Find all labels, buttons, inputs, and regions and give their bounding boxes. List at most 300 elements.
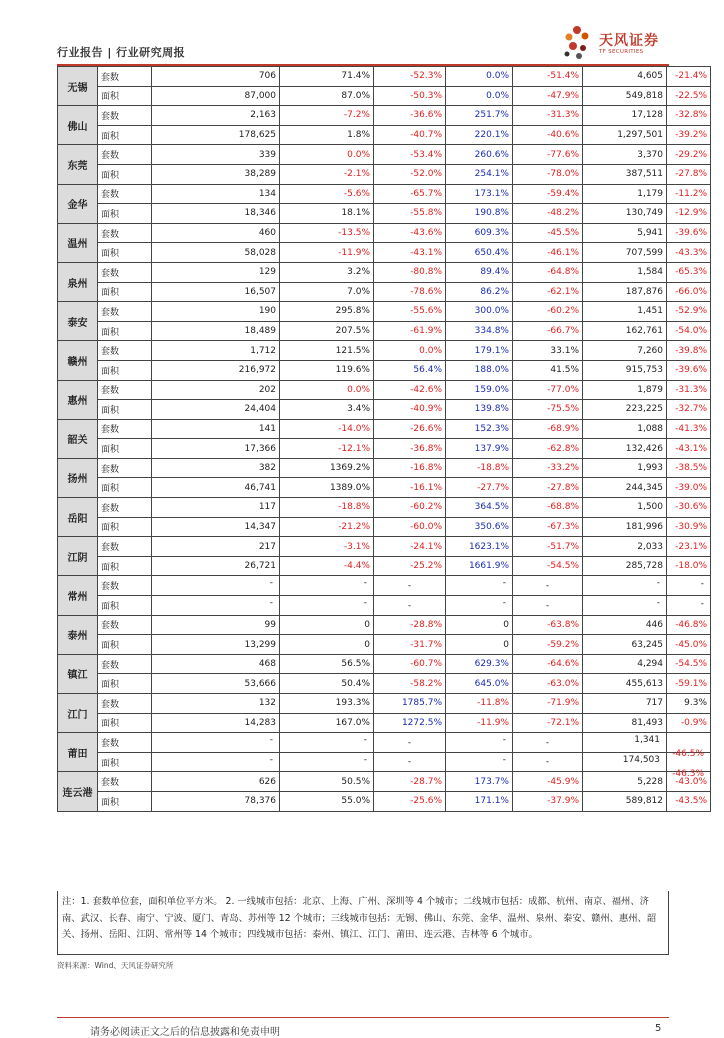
page-number: 5 (655, 1023, 662, 1034)
sets-value-cell: -64.8% (513, 262, 583, 282)
sets-value-cell: 1,712 (152, 341, 280, 361)
table-row (58, 458, 711, 478)
dash-cell (583, 596, 667, 616)
cell-text: - (545, 581, 550, 592)
area-value-cell: -0.9% (667, 713, 711, 733)
area-value-cell: 18,346 (152, 204, 280, 224)
area-label: 面积 (98, 282, 152, 302)
area-value-cell: 46,741 (152, 478, 280, 498)
sets-value-cell: 132 (152, 694, 280, 714)
area-value-cell: -62.1% (513, 282, 583, 302)
table-row (58, 243, 711, 263)
area-value-cell: -43.1% (667, 439, 711, 459)
area-value-cell: -31.7% (374, 635, 446, 655)
city-cell: 惠州 (58, 380, 98, 419)
sets-value-cell: -43.6% (374, 223, 446, 243)
sets-value-cell: 0.0% (374, 341, 446, 361)
area-value-cell: 50.4% (280, 674, 374, 694)
dash-cell (513, 576, 583, 596)
area-value-cell: 181,996 (583, 517, 667, 537)
city-cell: 常州 (58, 576, 98, 615)
area-value-cell: 139.8% (446, 400, 513, 420)
area-value-cell: -63.0% (513, 674, 583, 694)
sets-value-cell: -41.3% (667, 419, 711, 439)
dash-cell (280, 576, 374, 596)
table-row (58, 380, 711, 400)
area-value-cell: 1.8% (280, 125, 374, 145)
area-label: 面积 (98, 517, 152, 537)
table-row (58, 576, 711, 596)
sets-value-cell: 1369.2% (280, 458, 374, 478)
table-row (58, 164, 711, 184)
cell-text: - (363, 754, 367, 765)
sets-label: 套数 (98, 498, 152, 518)
sets-value-cell: -11.2% (667, 184, 711, 204)
table-row (58, 752, 711, 772)
sets-value-cell: -52.3% (374, 67, 446, 87)
report-title: 行业报告 | 行业研究周报 (57, 46, 186, 59)
area-value-cell: -27.8% (513, 478, 583, 498)
table-row (58, 596, 711, 616)
area-value-cell: 216,972 (152, 360, 280, 380)
dash-cell (280, 733, 374, 753)
sets-value-cell: 1,500 (583, 498, 667, 518)
area-value-cell: -43.3% (667, 243, 711, 263)
area-value-cell: 56.4% (374, 360, 446, 380)
cell-text: - (545, 600, 550, 611)
sets-label: 套数 (98, 184, 152, 204)
sets-value-cell: -26.6% (374, 419, 446, 439)
area-value-cell: -40.9% (374, 400, 446, 420)
sets-value-cell: 339 (152, 145, 280, 165)
area-value-cell: -47.9% (513, 86, 583, 106)
sets-label: 套数 (98, 772, 152, 792)
sets-value-cell: -23.1% (667, 537, 711, 557)
sets-value-cell: -39.8% (667, 341, 711, 361)
city-cell: 泰州 (58, 615, 98, 654)
sets-value-cell: 300.0% (446, 302, 513, 322)
table-row (58, 791, 711, 811)
cell-text: - (269, 598, 273, 609)
table-row (58, 537, 711, 557)
sets-value-cell: 2,033 (583, 537, 667, 557)
dash-cell (583, 733, 667, 753)
area-value-cell: 220.1% (446, 125, 513, 145)
sets-value-cell: 609.3% (446, 223, 513, 243)
sets-value-cell: -7.2% (280, 106, 374, 126)
area-value-cell: 650.4% (446, 243, 513, 263)
dash-cell (446, 576, 513, 596)
sets-value-cell: -54.5% (667, 654, 711, 674)
table-row (58, 478, 711, 498)
dash-cell (280, 596, 374, 616)
cell-text: - (700, 579, 704, 590)
dash-cell (513, 596, 583, 616)
area-value-cell: 190.8% (446, 204, 513, 224)
sets-value-cell: -77.6% (513, 145, 583, 165)
sets-value-cell: 99 (152, 615, 280, 635)
sets-value-cell: 56.5% (280, 654, 374, 674)
area-value-cell: -36.8% (374, 439, 446, 459)
area-value-cell: -43.1% (374, 243, 446, 263)
sets-label: 套数 (98, 380, 152, 400)
sets-value-cell: 295.8% (280, 302, 374, 322)
sets-value-cell: -38.5% (667, 458, 711, 478)
table-row (58, 419, 711, 439)
sets-value-cell: -18.8% (280, 498, 374, 518)
city-cell: 泉州 (58, 262, 98, 301)
area-label: 面积 (98, 439, 152, 459)
sets-value-cell: -43.0% (667, 772, 711, 792)
sets-value-cell: -65.3% (667, 262, 711, 282)
area-value-cell: -21.2% (280, 517, 374, 537)
table-row (58, 713, 711, 733)
dash-cell (152, 596, 280, 616)
dash-cell (667, 733, 711, 760)
area-value-cell: 915,753 (583, 360, 667, 380)
area-value-cell: -37.9% (513, 791, 583, 811)
sets-value-cell: 193.3% (280, 694, 374, 714)
area-value-cell: 7.0% (280, 282, 374, 302)
sets-value-cell: 706 (152, 67, 280, 87)
area-value-cell: 13,299 (152, 635, 280, 655)
cell-text: - (502, 735, 506, 746)
sets-value-cell: -21.4% (667, 67, 711, 87)
table-row (58, 694, 711, 714)
area-value-cell: -25.2% (374, 556, 446, 576)
sets-label: 套数 (98, 341, 152, 361)
sets-value-cell: -33.2% (513, 458, 583, 478)
area-label: 面积 (98, 674, 152, 694)
cell-text: 1,341 (634, 735, 660, 746)
sets-label: 套数 (98, 302, 152, 322)
area-value-cell: 1389.0% (280, 478, 374, 498)
sets-value-cell: -55.6% (374, 302, 446, 322)
area-value-cell: 18,489 (152, 321, 280, 341)
dash-cell (152, 752, 280, 772)
dash-cell (280, 752, 374, 772)
sets-value-cell: -46.8% (667, 615, 711, 635)
sets-value-cell: 460 (152, 223, 280, 243)
sets-value-cell: -64.6% (513, 654, 583, 674)
sets-value-cell: -39.6% (667, 223, 711, 243)
sets-value-cell: 173.1% (446, 184, 513, 204)
footer-divider (57, 1017, 669, 1018)
area-value-cell: -12.1% (280, 439, 374, 459)
area-label: 面积 (98, 752, 152, 772)
footer-disclaimer: 请务必阅读正文之后的信息披露和免责申明 (90, 1027, 280, 1038)
area-value-cell: -72.1% (513, 713, 583, 733)
area-label: 面积 (98, 596, 152, 616)
sets-value-cell: 89.4% (446, 262, 513, 282)
cell-text: -46.3% (672, 768, 704, 779)
sets-value-cell: 1,879 (583, 380, 667, 400)
area-value-cell: 137.9% (446, 439, 513, 459)
table-row (58, 282, 711, 302)
sets-value-cell: -68.8% (513, 498, 583, 518)
logo-subtext: TF SECURITIES (599, 49, 644, 55)
sets-value-cell: 1,993 (583, 458, 667, 478)
area-value-cell: 14,283 (152, 713, 280, 733)
sets-value-cell: 202 (152, 380, 280, 400)
area-value-cell: 187,876 (583, 282, 667, 302)
area-value-cell: 26,721 (152, 556, 280, 576)
area-value-cell: 387,511 (583, 164, 667, 184)
city-cell: 江阴 (58, 537, 98, 576)
area-value-cell: 86.2% (446, 282, 513, 302)
sets-value-cell: 0 (280, 615, 374, 635)
sets-value-cell: 364.5% (446, 498, 513, 518)
area-value-cell: -48.2% (513, 204, 583, 224)
sets-label: 套数 (98, 145, 152, 165)
area-label: 面积 (98, 164, 152, 184)
cell-text: - (656, 598, 660, 609)
sets-value-cell: 0.0% (280, 145, 374, 165)
area-value-cell: 0 (446, 635, 513, 655)
table-row (58, 439, 711, 459)
cell-text: - (502, 578, 506, 589)
table-row (58, 556, 711, 576)
sets-value-cell: -60.7% (374, 654, 446, 674)
dash-cell (152, 576, 280, 596)
area-value-cell: -78.0% (513, 164, 583, 184)
area-value-cell: 350.6% (446, 517, 513, 537)
sets-value-cell: -80.8% (374, 262, 446, 282)
sets-value-cell: 260.6% (446, 145, 513, 165)
sets-value-cell: 217 (152, 537, 280, 557)
area-value-cell: -54.0% (667, 321, 711, 341)
area-value-cell: -50.3% (374, 86, 446, 106)
sets-value-cell: -28.7% (374, 772, 446, 792)
sets-value-cell: -18.8% (446, 458, 513, 478)
city-cell: 金华 (58, 184, 98, 223)
area-value-cell: -22.5% (667, 86, 711, 106)
area-value-cell: 645.0% (446, 674, 513, 694)
city-cell: 韶关 (58, 419, 98, 458)
table-row (58, 106, 711, 126)
area-value-cell: -27.7% (446, 478, 513, 498)
sets-value-cell: 7,260 (583, 341, 667, 361)
area-value-cell: 53,666 (152, 674, 280, 694)
sets-value-cell: 159.0% (446, 380, 513, 400)
area-label: 面积 (98, 400, 152, 420)
area-value-cell: 1272.5% (374, 713, 446, 733)
sets-label: 套数 (98, 615, 152, 635)
dash-cell (446, 733, 513, 753)
dash-cell (152, 733, 280, 753)
area-value-cell: 87.0% (280, 86, 374, 106)
cell-text: - (545, 757, 550, 768)
area-value-cell: 549,818 (583, 86, 667, 106)
area-value-cell: 455,613 (583, 674, 667, 694)
dash-cell (374, 752, 446, 772)
area-value-cell: -61.9% (374, 321, 446, 341)
table-row (58, 517, 711, 537)
sets-value-cell: -31.3% (667, 380, 711, 400)
cell-text: - (407, 581, 412, 592)
table-row (58, 302, 711, 322)
sets-value-cell: -51.4% (513, 67, 583, 87)
table-row (58, 400, 711, 420)
area-value-cell: 38,289 (152, 164, 280, 184)
area-value-cell: 223,225 (583, 400, 667, 420)
table-row (58, 341, 711, 361)
sets-value-cell: 1,179 (583, 184, 667, 204)
sets-value-cell: 1,584 (583, 262, 667, 282)
sets-value-cell: -13.5% (280, 223, 374, 243)
dash-cell (513, 752, 583, 772)
table-row (58, 204, 711, 224)
area-value-cell: 207.5% (280, 321, 374, 341)
sets-value-cell: -16.8% (374, 458, 446, 478)
area-value-cell: 58,028 (152, 243, 280, 263)
table-row (58, 321, 711, 341)
sets-label: 套数 (98, 419, 152, 439)
area-value-cell: -2.1% (280, 164, 374, 184)
area-value-cell: 167.0% (280, 713, 374, 733)
area-value-cell: 1661.9% (446, 556, 513, 576)
area-value-cell: -12.9% (667, 204, 711, 224)
sets-value-cell: 0 (446, 615, 513, 635)
city-cell: 赣州 (58, 341, 98, 380)
area-value-cell: -78.6% (374, 282, 446, 302)
cell-text: - (269, 578, 273, 589)
sets-value-cell: 9.3% (667, 694, 711, 714)
sets-value-cell: 4,605 (583, 67, 667, 87)
sets-value-cell: -52.9% (667, 302, 711, 322)
sets-value-cell: -71.9% (513, 694, 583, 714)
area-value-cell: -4.4% (280, 556, 374, 576)
sets-value-cell: 50.5% (280, 772, 374, 792)
dash-cell (374, 733, 446, 753)
sets-value-cell: -31.3% (513, 106, 583, 126)
sets-value-cell: -45.5% (513, 223, 583, 243)
area-value-cell: -39.6% (667, 360, 711, 380)
area-value-cell: 707,599 (583, 243, 667, 263)
city-cell: 江门 (58, 694, 98, 733)
sets-value-cell: -60.2% (374, 498, 446, 518)
sets-value-cell: -11.8% (446, 694, 513, 714)
sets-value-cell: 134 (152, 184, 280, 204)
sets-value-cell: 3.2% (280, 262, 374, 282)
company-logo (559, 22, 669, 62)
area-value-cell: -60.0% (374, 517, 446, 537)
area-value-cell: -67.3% (513, 517, 583, 537)
sets-value-cell: 129 (152, 262, 280, 282)
data-source: 资料来源：Wind、天风证券研究所 (57, 961, 174, 970)
area-value-cell: 87,000 (152, 86, 280, 106)
table-row (58, 86, 711, 106)
table-row (58, 772, 711, 792)
area-value-cell: -52.0% (374, 164, 446, 184)
area-label: 面积 (98, 791, 152, 811)
area-value-cell: -16.1% (374, 478, 446, 498)
area-value-cell: 188.0% (446, 360, 513, 380)
area-value-cell: 0 (280, 635, 374, 655)
area-value-cell: 171.1% (446, 791, 513, 811)
sets-value-cell: 1,451 (583, 302, 667, 322)
area-label: 面积 (98, 125, 152, 145)
dash-cell (446, 596, 513, 616)
area-label: 面积 (98, 321, 152, 341)
area-value-cell: 3.4% (280, 400, 374, 420)
city-cell: 莆田 (58, 733, 98, 772)
cell-text: - (700, 599, 704, 610)
area-value-cell: 16,507 (152, 282, 280, 302)
sets-value-cell: 117 (152, 498, 280, 518)
sets-value-cell: -45.9% (513, 772, 583, 792)
sets-value-cell: 382 (152, 458, 280, 478)
sets-value-cell: 1623.1% (446, 537, 513, 557)
cell-text: - (407, 737, 412, 748)
sets-value-cell: 468 (152, 654, 280, 674)
area-value-cell: -32.7% (667, 400, 711, 420)
dash-cell (446, 752, 513, 772)
area-value-cell: 254.1% (446, 164, 513, 184)
area-value-cell: 18.1% (280, 204, 374, 224)
sets-value-cell: -65.7% (374, 184, 446, 204)
cell-text: - (502, 754, 506, 765)
sets-value-cell: -53.4% (374, 145, 446, 165)
sets-label: 套数 (98, 223, 152, 243)
area-value-cell: 244,345 (583, 478, 667, 498)
city-cell: 佛山 (58, 106, 98, 145)
sets-value-cell: 1,088 (583, 419, 667, 439)
sets-value-cell: -42.6% (374, 380, 446, 400)
table-row (58, 615, 711, 635)
sets-value-cell: 71.4% (280, 67, 374, 87)
area-value-cell: -30.9% (667, 517, 711, 537)
sets-value-cell: 152.3% (446, 419, 513, 439)
area-value-cell: 285,728 (583, 556, 667, 576)
sets-value-cell: 33.1% (513, 341, 583, 361)
area-value-cell: -39.2% (667, 125, 711, 145)
table-row (58, 262, 711, 282)
sets-value-cell: 2,163 (152, 106, 280, 126)
dash-cell (513, 733, 583, 753)
cell-text: - (656, 578, 660, 589)
area-value-cell: -11.9% (280, 243, 374, 263)
city-cell: 岳阳 (58, 498, 98, 537)
area-label: 面积 (98, 86, 152, 106)
sets-value-cell: -28.8% (374, 615, 446, 635)
city-sales-table (57, 66, 711, 812)
sets-value-cell: 173.7% (446, 772, 513, 792)
cell-text: -46.5% (672, 749, 704, 760)
area-value-cell: 0.0% (446, 86, 513, 106)
area-value-cell: -54.5% (513, 556, 583, 576)
sets-value-cell: 4,294 (583, 654, 667, 674)
sets-label: 套数 (98, 106, 152, 126)
area-value-cell: 14,347 (152, 517, 280, 537)
sets-value-cell: 446 (583, 615, 667, 635)
dash-cell (667, 596, 711, 616)
area-value-cell: 162,761 (583, 321, 667, 341)
cell-text: - (407, 600, 412, 611)
area-value-cell: -75.5% (513, 400, 583, 420)
area-label: 面积 (98, 243, 152, 263)
area-value-cell: -40.7% (374, 125, 446, 145)
cell-text: - (407, 757, 412, 768)
area-value-cell: 63,245 (583, 635, 667, 655)
table-row (58, 145, 711, 165)
area-value-cell: -40.6% (513, 125, 583, 145)
sets-label: 套数 (98, 262, 152, 282)
sets-value-cell: 626 (152, 772, 280, 792)
cell-text: - (269, 735, 273, 746)
sets-label: 套数 (98, 67, 152, 87)
area-value-cell: -62.8% (513, 439, 583, 459)
